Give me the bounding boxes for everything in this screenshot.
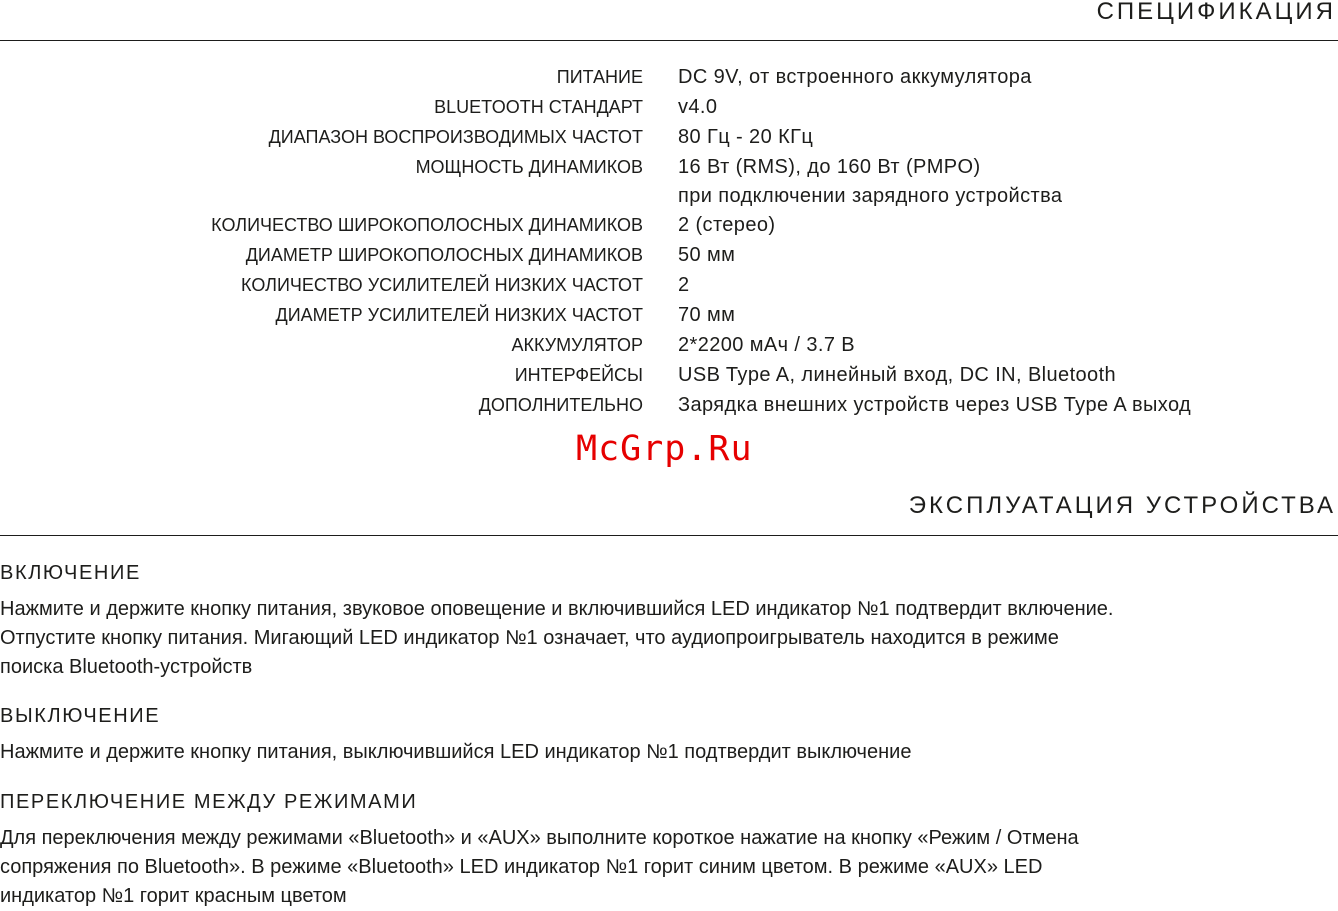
spec-label: ДОПОЛНИТЕЛЬНО (478, 395, 643, 415)
spec-divider (0, 40, 1338, 41)
watermark: McGrp.Ru (576, 429, 753, 469)
spec-row-fullrange-count (0, 210, 1338, 240)
power-off-block (0, 704, 1338, 767)
spec-row-fullrange-diameter (0, 240, 1338, 270)
spec-value: 70 мм (678, 304, 736, 326)
spec-label: ПИТАНИЕ (556, 67, 643, 87)
spec-section-title: СПЕЦИФИКАЦИЯ (1096, 0, 1336, 25)
text-line: Для переключения между режимами «Bluetooth» и «AUX» выполните короткое нажатие на кнопку «Режим / Отмена (0, 827, 1079, 849)
text-line: Нажмите и держите кнопку питания, выключившийся LED индикатор №1 подтвердит выключение (0, 741, 912, 763)
spec-value: 2 (678, 274, 690, 296)
spec-value: USB Type A, линейный вход, DC IN, Bluetooth (678, 364, 1117, 386)
operation-divider (0, 535, 1338, 536)
spec-row-additional (0, 390, 1338, 420)
spec-row-speaker-power (0, 152, 1338, 210)
text-line: сопряжения по Bluetooth». В режиме «Bluetooth» LED индикатор №1 горит синим цветом. В режиме «AUX» LED (0, 856, 1043, 878)
text-line: Отпустите кнопку питания. Мигающий LED индикатор №1 означает, что аудиопроигрыватель находится в режиме (0, 627, 1059, 649)
spec-label: ДИАМЕТР ШИРОКОПОЛОСНЫХ ДИНАМИКОВ (245, 245, 643, 265)
power-off-heading: ВЫКЛЮЧЕНИЕ (0, 705, 161, 727)
spec-value: 16 Вт (RMS), до 160 Вт (PMPO) (678, 156, 981, 178)
text-line: поиска Bluetooth-устройств (0, 656, 253, 678)
spec-row-power (0, 62, 1338, 92)
spec-label: АККУМУЛЯТОР (511, 335, 643, 355)
spec-row-battery (0, 330, 1338, 360)
power-off-text (0, 738, 1338, 767)
spec-label: КОЛИЧЕСТВО УСИЛИТЕЛЕЙ НИЗКИХ ЧАСТОТ (241, 275, 643, 295)
spec-value: 2*2200 мАч / 3.7 В (678, 334, 856, 356)
mode-switch-heading: ПЕРЕКЛЮЧЕНИЕ МЕЖДУ РЕЖИМАМИ (0, 791, 418, 813)
spec-row-interfaces (0, 360, 1338, 390)
spec-value: 80 Гц - 20 КГц (678, 126, 814, 148)
spec-row-bluetooth (0, 92, 1338, 122)
spec-label: ДИАМЕТР УСИЛИТЕЛЕЙ НИЗКИХ ЧАСТОТ (275, 305, 643, 325)
spec-table (0, 62, 1338, 420)
spec-value: Зарядка внешних устройств через USB Type A выход (678, 394, 1192, 416)
spec-value-multiline (678, 152, 1062, 210)
power-on-block (0, 561, 1338, 682)
spec-value: DC 9V, от встроенного аккумулятора (678, 66, 1032, 88)
spec-value: 2 (стерео) (678, 214, 776, 236)
spec-label: BLUETOOTH СТАНДАРТ (434, 97, 643, 117)
spec-value: v4.0 (678, 96, 718, 118)
spec-label: КОЛИЧЕСТВО ШИРОКОПОЛОСНЫХ ДИНАМИКОВ (211, 215, 643, 235)
spec-value-line2: при подключении зарядного устройства (678, 185, 1063, 207)
operation-section-title: ЭКСПЛУАТАЦИЯ УСТРОЙСТВА (908, 492, 1336, 519)
power-on-heading: ВКЛЮЧЕНИЕ (0, 562, 141, 584)
spec-label: МОЩНОСТЬ ДИНАМИКОВ (415, 157, 643, 177)
spec-row-woofer-diameter (0, 300, 1338, 330)
text-line: индикатор №1 горит красным цветом (0, 885, 347, 907)
spec-label: ИНТЕРФЕЙСЫ (514, 365, 643, 385)
mode-switch-text (0, 824, 1338, 911)
mode-switch-block (0, 790, 1338, 911)
spec-value: 50 мм (678, 244, 736, 266)
text-line: Нажмите и держите кнопку питания, звуковое оповещение и включившийся LED индикатор №1 подтвердит включение. (0, 598, 1114, 620)
spec-row-woofer-count (0, 270, 1338, 300)
power-on-text (0, 595, 1338, 682)
spec-label: ДИАПАЗОН ВОСПРОИЗВОДИМЫХ ЧАСТОТ (268, 127, 643, 147)
spec-row-frequency (0, 122, 1338, 152)
